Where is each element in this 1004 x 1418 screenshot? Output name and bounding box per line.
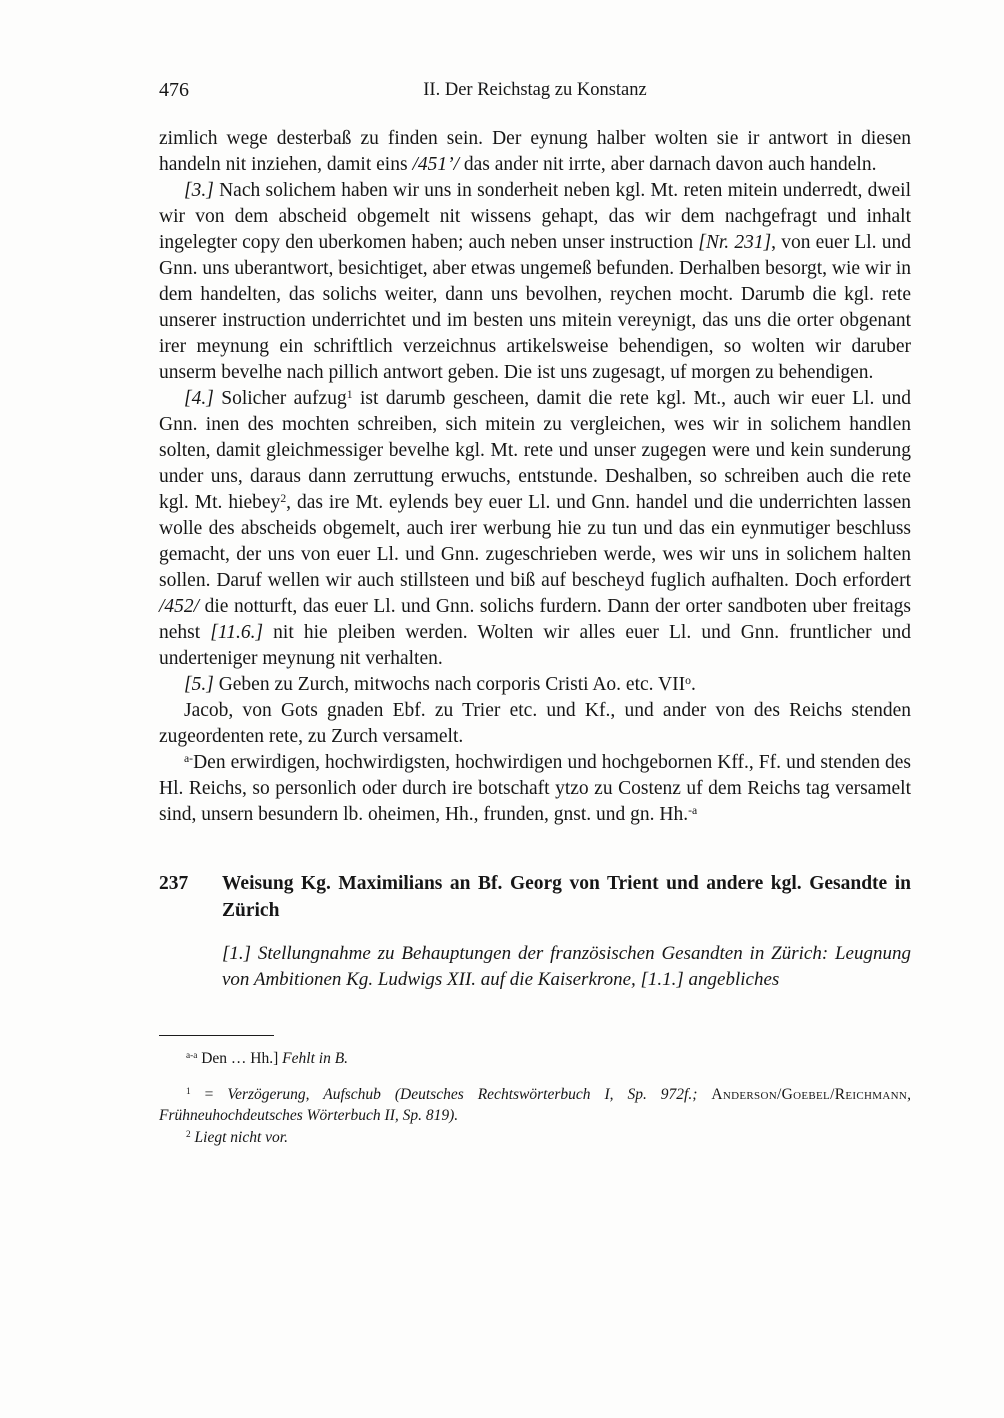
footnote-1: $^1$ = Verzögerung, Aufschub (Deutsches Rechtswörterbuch I, Sp. 972f.; Anderson/Goebel/Reichmann, Frühneuhochdeutsches Wörterbuch II, Sp. 819). [159,1085,911,1124]
body-text [159,126,911,828]
footnotes [159,1035,911,1148]
entry-heading [159,870,911,924]
entry-summary: [1.] Stellungnahme zu Behauptungen der französischen Gesandten in Zürich: Leugnung von Ambitionen Kg. Ludwigs XII. auf die Kaiserkrone, [1.1.] angebliches [222,943,911,990]
page-header [159,78,911,102]
paragraph-signature: Jacob, von Gots gnaden Ebf. zu Trier etc. und Kf., und ander von des Reichs stenden zugeordenten rete, zu Zurch versamelt. [159,700,911,747]
running-head: II. Der Reichstag zu Konstanz [423,80,647,100]
paragraph-section-3: [3.] Nach solichem haben wir uns in sonderheit neben kgl. Mt. reten mitein underredt, dweil wir von dem abscheid obgemelt nit wissens gehapt, das wir dem nachgefragt und inhalt ingelegter copy den uberkomen haben; auch neben unser instruction [Nr. 231], von euer Ll. und Gnn. uns uberantwort, besichtiget, aber etwas ungemeß befunden. Derhalben besorgt, wie wir in dem handelten, das solichs weiter, dann uns bevolhen, reychen mocht. Darumb die kgl. rete unserer instruction underrichtet und im besten uns mitein vereynigt, das uns die orter obgenant irer meynung ein schriftlich verzeichnus artikelsweise behendigen, so wolten wir daruber unserm bevelhe nach pillich antwort geben. Die ist uns zugesagt, uf morgen zu behendigen. [159,180,911,383]
apparatus-note: $^{a-a}$ Den … Hh.] Fehlt in B. [186,1050,349,1067]
paragraph-section-4: [4.] Solicher aufzug$^1$ ist darumb gescheen, damit die rete kgl. Mt., auch wir euer Ll. und Gnn. inen des mochten schreiben, sich mitein zu vergleichen, wes wir in solichem handlen solten, damit gleichmessiger bevelhe kgl. Mt. rete und unser zugegen were und kein sunderung under uns, daraus dann zerruttung erwuchs, entstunde. Deshalben, so schreiben auch die rete kgl. Mt. hiebey$^2$, das ire Mt. eylends bey euer Ll. und Gnn. handel und die underrichten lassen wolle des abscheids obgemelt, auch irer werbung hie zu tun und das ein eynmutiger beschluss gemacht, der uns von euer Ll. und Gnn. zugeschrieben werde, wes wir uns in solichem halten sollen. Daruf wellen wir auch stillsteen und biß auf bescheyd fuglich aufhalten. Doch erfordert /452/ die notturft, das euer Ll. und Gnn. solichs furdern. Dann der orter sandboten uber freitags nehst [11.6.] nit hie pleiben werden. Wolten wir alles euer Ll. und Gnn. fruntlicher und underteniger meynung nit verhalten. [159,387,912,669]
page-number: 476 [159,79,189,101]
footnote-group [159,1084,911,1149]
paragraph-address: $^{a-}$Den erwirdigen, hochwirdigsten, hochwirdigen und hochgebornen Kff., Ff. und stenden des Hl. Reichs, so personlich oder durch ire botschaft ytzo zu Costenz uf dem Reichs tag versamelt sind, unsern besundern lb. oheimen, Hh., frunden, gnst. und gn. Hh.$^{-a}$ [159,751,911,825]
paragraph-section-5: [5.] Geben zu Zurch, mitwochs nach corporis Cristi Ao. etc. VII$^o$. [184,673,696,695]
paragraph-continuation: zimlich wege desterbaß zu finden sein. Der eynung halber wolten sie ir antwort in diesen handeln nit inziehen, damit eins /451’/ das ander nit irrte, aber darnach davon auch handeln. [159,128,911,175]
footnote-separator [159,1035,274,1036]
footnote-2: $^2$ Liegt nicht vor. [186,1128,288,1146]
entry-number: 237 [159,873,189,894]
entry-237 [159,870,911,993]
entry-title: Weisung Kg. Maximilians an Bf. Georg von Trient und andere kgl. Gesandte in Zürich [222,873,911,921]
